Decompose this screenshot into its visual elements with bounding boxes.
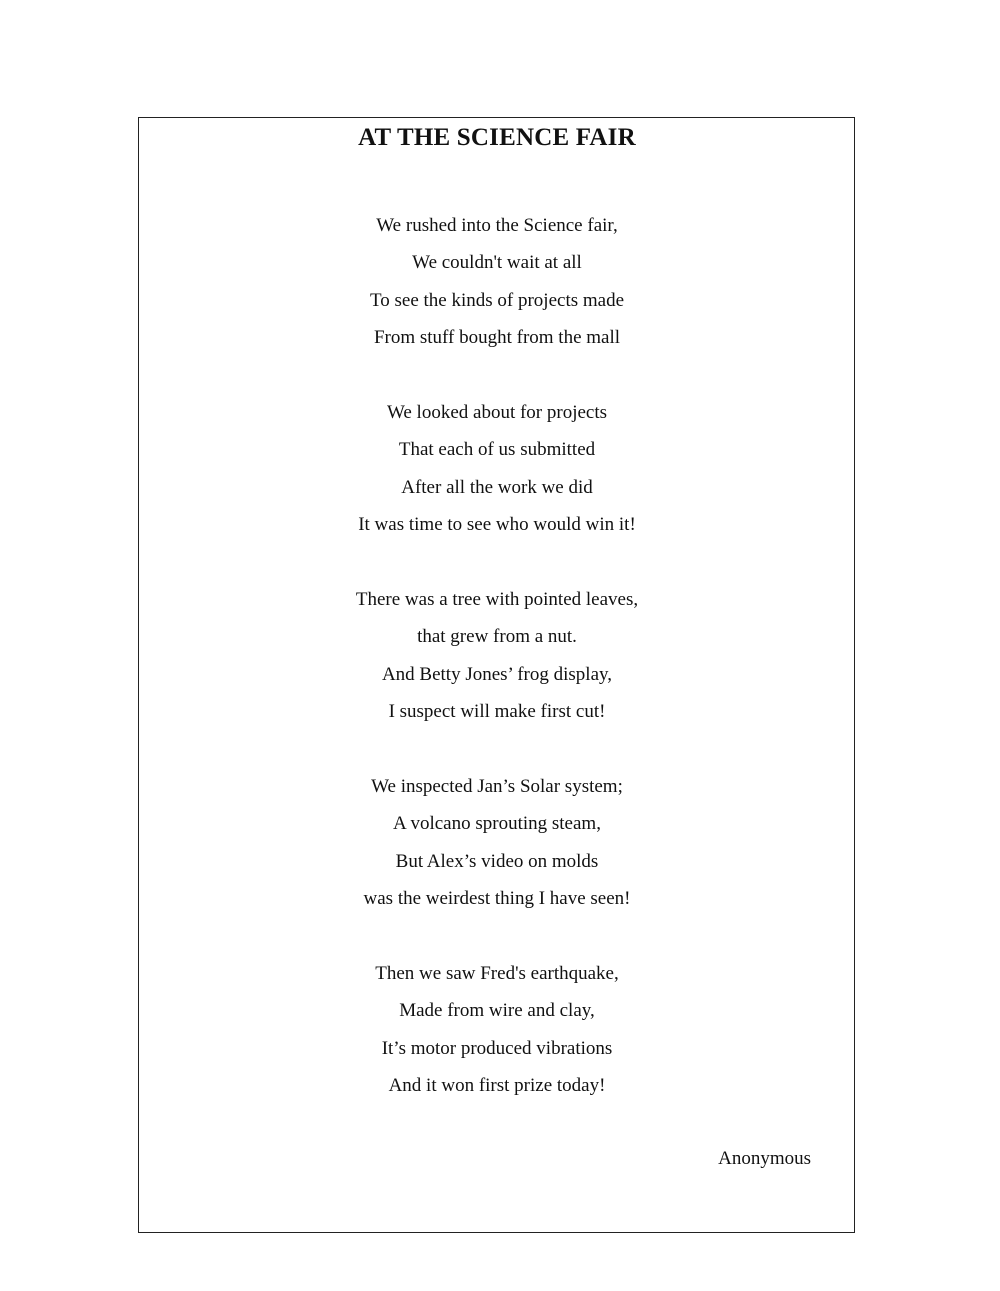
stanza [0, 211, 994, 361]
poem-line: We inspected Jan’s Solar system; [371, 775, 623, 797]
poem-line: We rushed into the Science fair, [376, 215, 618, 236]
poem-line: A volcano sprouting steam, [393, 813, 601, 835]
poem-line: was the weirdest thing I have seen! [363, 888, 631, 910]
stanza-gap [0, 361, 994, 398]
poem-line: I suspect will make first cut! [388, 701, 606, 723]
stanza [0, 959, 994, 1109]
stanza-gap [0, 921, 994, 958]
stanza-gap [0, 548, 994, 585]
poem-line: And Betty Jones’ frog display, [381, 663, 613, 685]
stanza-gap [0, 734, 994, 771]
stanza [0, 585, 994, 735]
poem-line: We couldn't wait at all [412, 252, 582, 274]
poem-line: From stuff bought from the mall [373, 327, 621, 349]
stanza [0, 398, 994, 548]
poem-body [0, 211, 994, 1108]
poem-line: Made from wire and clay, [399, 1000, 595, 1022]
poem-line: We looked about for projects [386, 401, 608, 423]
poem-line: Then we saw Fred's earthquake, [375, 962, 619, 984]
poem-line: To see the kinds of projects made [369, 289, 625, 311]
poem-author: Anonymous [718, 1148, 811, 1169]
poem-line: that grew from a nut. [417, 626, 577, 648]
poem-line: And it won first prize today! [388, 1074, 606, 1096]
poem-line: It’s motor produced vibrations [381, 1037, 613, 1059]
stanza [0, 772, 994, 922]
poem-line: There was a tree with pointed leaves, [355, 588, 639, 610]
poem-line: It was time to see who would win it! [358, 514, 636, 536]
poem-title: AT THE SCIENCE FAIR [358, 124, 636, 151]
poem-line: After all the work we did [401, 476, 593, 498]
poem-line: That each of us submitted [398, 439, 596, 461]
poem-line: But Alex’s video on molds [395, 850, 599, 872]
